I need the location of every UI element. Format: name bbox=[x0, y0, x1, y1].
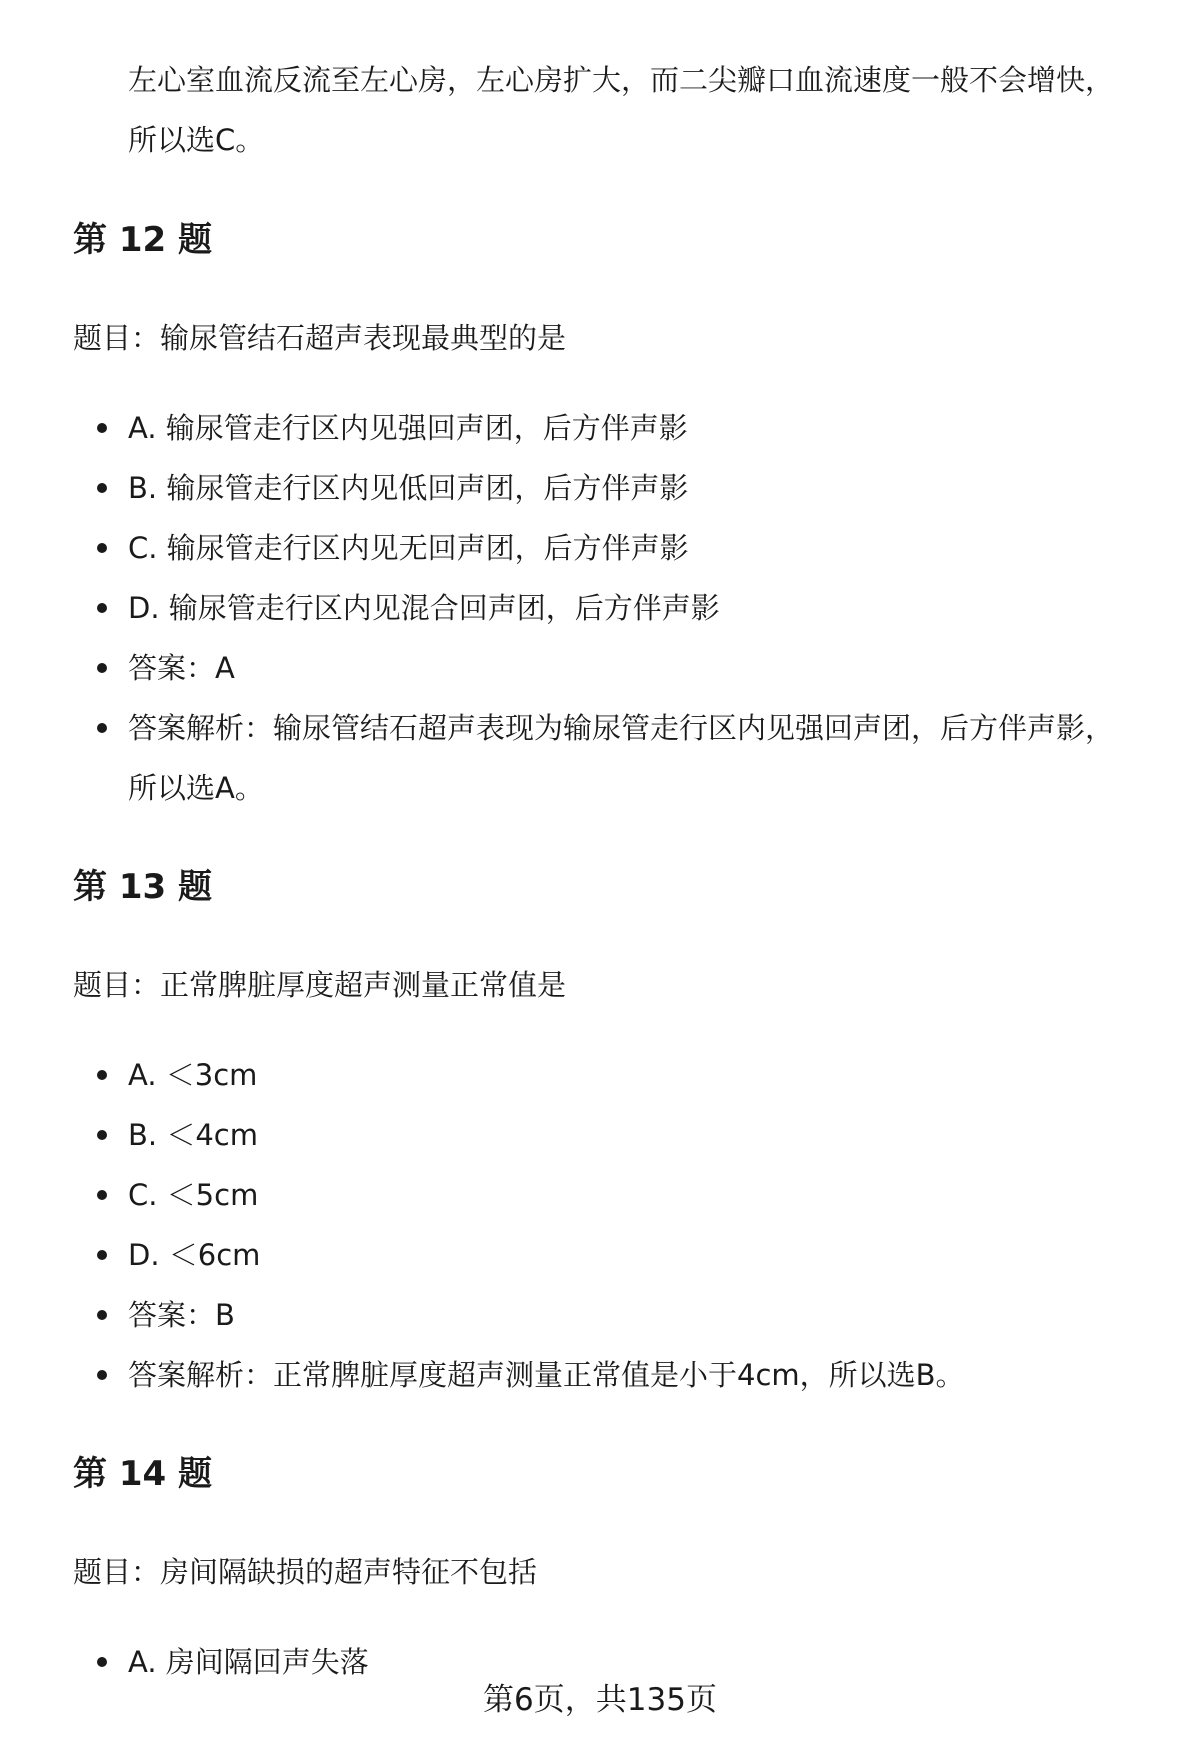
bullet-icon bbox=[97, 663, 107, 673]
question-12-heading: 第 12 题 bbox=[73, 220, 212, 260]
bullet-icon bbox=[97, 1250, 107, 1260]
question-14-stem: 题目：房间隔缺损的超声特征不包括 bbox=[73, 1555, 538, 1589]
bullet-icon bbox=[97, 1310, 107, 1320]
bullet-icon bbox=[97, 1370, 107, 1380]
question-12-stem: 题目：输尿管结石超声表现最典型的是 bbox=[73, 321, 567, 355]
analysis-line-1: 答案解析：输尿管结石超声表现为输尿管走行区内见强回声团，后方伴声影， bbox=[128, 711, 1115, 745]
bullet-icon bbox=[97, 1070, 107, 1080]
bullet-icon bbox=[97, 723, 107, 733]
question-13-heading: 第 13 题 bbox=[73, 867, 212, 907]
bullet-icon bbox=[97, 603, 107, 613]
question-14-heading: 第 14 题 bbox=[73, 1454, 212, 1494]
bullet-icon bbox=[97, 423, 107, 433]
bullet-icon bbox=[97, 1130, 107, 1140]
analysis-line-2: 所以选A。 bbox=[128, 771, 264, 805]
continuation-line-2: 所以选C。 bbox=[128, 123, 265, 157]
continuation-line-1: 左心室血流反流至左心房，左心房扩大，而二尖瓣口血流速度一般不会增快， bbox=[128, 63, 1115, 97]
bullet-icon bbox=[97, 1190, 107, 1200]
bullet-icon bbox=[97, 543, 107, 553]
page-number: 第6页，共135页 bbox=[483, 1682, 717, 1718]
bullet-icon bbox=[97, 1657, 107, 1667]
bullet-icon bbox=[97, 483, 107, 493]
question-13-stem: 题目：正常脾脏厚度超声测量正常值是 bbox=[73, 968, 567, 1002]
document-page: 左心室血流反流至左心房，左心房扩大，而二尖瓣口血流速度一般不会增快， 所以选C。 第 12 题 题目：输尿管结石超声表现最典型的是 A. 输尿管走行区内见强回声团，后方伴声影 B. 输尿管走行区内见低回声团，后方伴声影 C. 输尿管走行区内见无回声团，后方伴声影 D. 输尿管走行区内见混合回声团，后方伴声影 答案：A 答案解析：输尿管结石超声表现为输尿管走行区内见强回声团，后方伴声影， 所以选A。 第 13 题 题目：正常脾脏厚度超声测量正常值是 A. ＜3cm B. ＜4cm C. ＜5cm D. ＜6cm 答案：B 答案解析：正常脾脏厚度超声测量正常值是小于4cm，所以选B。 第 14 题 题目：房间隔缺损的超声特征不包括 A. 房间隔回声失落 第6页，共135页 bbox=[0, 0, 1200, 1755]
